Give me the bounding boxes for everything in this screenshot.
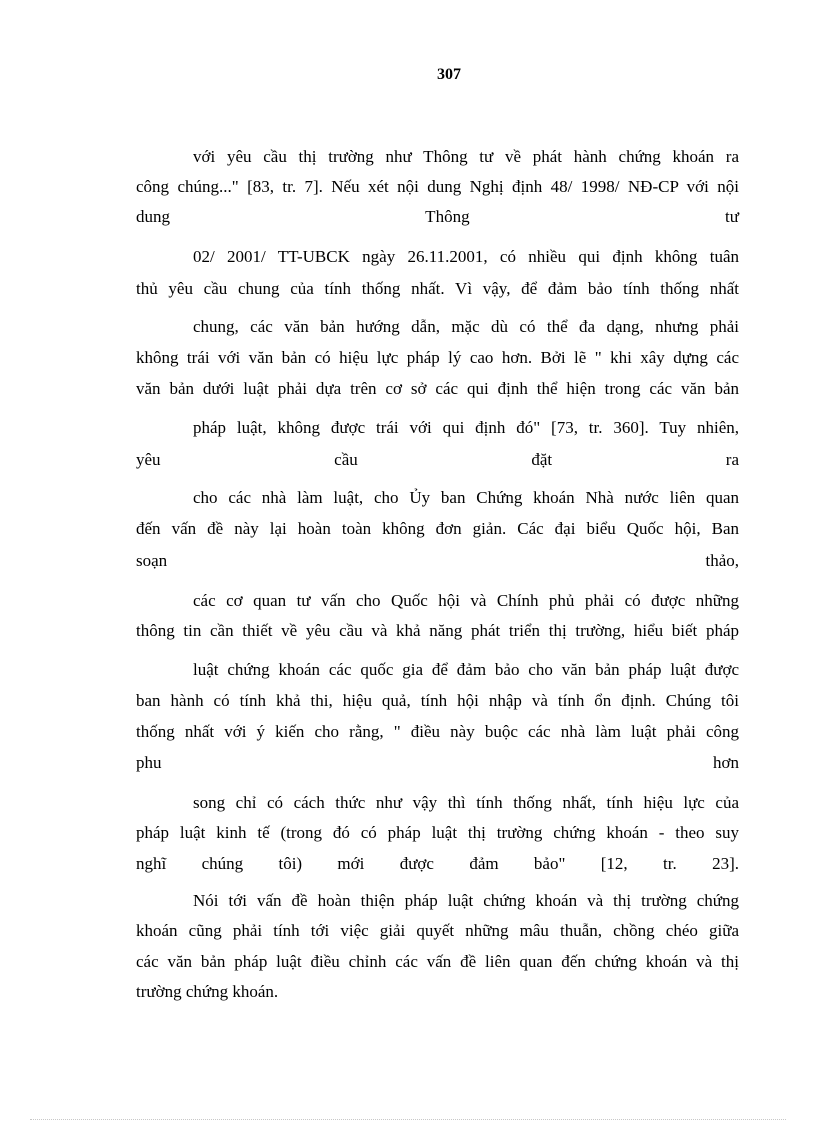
text-line: trường chứng khoán. (136, 982, 279, 1001)
text-line: văn bản dưới luật phải dựa trên cơ sở các qui định thể hiện trong các văn bản (136, 379, 739, 398)
text-line: thủ yêu cầu chung của tính thống nhất. Vì vậy, để đảm bảo tính thống nhất (136, 279, 739, 298)
text-line: luật chứng khoán các quốc gia để đảm bảo cho văn bản pháp luật được (193, 660, 739, 679)
text-line: thông tin cần thiết về yêu cầu và khả năng phát triển thị trường, hiểu biết pháp (136, 621, 739, 640)
text-line: đến vấn đề này lại hoàn toàn không đơn giản. Các đại biểu Quốc hội, Ban (136, 519, 739, 538)
page-number: 307 (437, 66, 461, 83)
text-line: với yêu cầu thị trường như Thông tư về phát hành chứng khoán ra (193, 147, 739, 166)
text-line: thống nhất với ý kiến cho rằng, " điều này buộc các nhà làm luật phải công (136, 722, 739, 741)
text-line: các cơ quan tư vấn cho Quốc hội và Chính phủ phải có được những (193, 591, 739, 610)
text-line: cho các nhà làm luật, cho Ủy ban Chứng khoán Nhà nước liên quan (193, 488, 739, 507)
page-bottom-divider (30, 1119, 786, 1120)
text-line: Nói tới vấn đề hoàn thiện pháp luật chứng khoán và thị trường chứng (193, 891, 739, 910)
text-line: pháp luật, không được trái với qui định đó" [73, tr. 360]. Tuy nhiên, (193, 418, 739, 437)
text-line: phu hơn (136, 753, 739, 772)
text-line: ban hành có tính khả thi, hiệu quả, tính hội nhập và tính ổn định. Chúng tôi (136, 691, 739, 710)
text-line: 02/ 2001/ TT-UBCK ngày 26.11.2001, có nhiều qui định không tuân (193, 247, 739, 266)
text-line: chung, các văn bản hướng dẫn, mặc dù có thể đa dạng, nhưng phải (193, 317, 739, 336)
text-line: khoán cũng phải tính tới việc giải quyết những mâu thuẫn, chồng chéo giữa (136, 921, 739, 940)
text-line: song chỉ có cách thức như vậy thì tính thống nhất, tính hiệu lực của (193, 793, 739, 812)
text-line: pháp luật kinh tế (trong đó có pháp luật thị trường chứng khoán - theo suy (136, 823, 739, 842)
text-line: soạn thảo, (136, 551, 739, 570)
text-line: yêu cầu đặt ra (136, 450, 739, 469)
text-line: nghĩ chúng tôi) mới được đảm bảo" [12, tr. 23]. (136, 854, 739, 873)
text-line: không trái với văn bản có hiệu lực pháp lý cao hơn. Bởi lẽ " khi xây dựng các (136, 348, 739, 367)
text-line: công chúng..." [83, tr. 7]. Nếu xét nội dung Nghị định 48/ 1998/ NĐ-CP với nội (136, 177, 739, 196)
text-line: các văn bản pháp luật điều chỉnh các vấn đề liên quan đến chứng khoán và thị (136, 952, 739, 971)
text-line: dung Thông tư (136, 207, 739, 226)
